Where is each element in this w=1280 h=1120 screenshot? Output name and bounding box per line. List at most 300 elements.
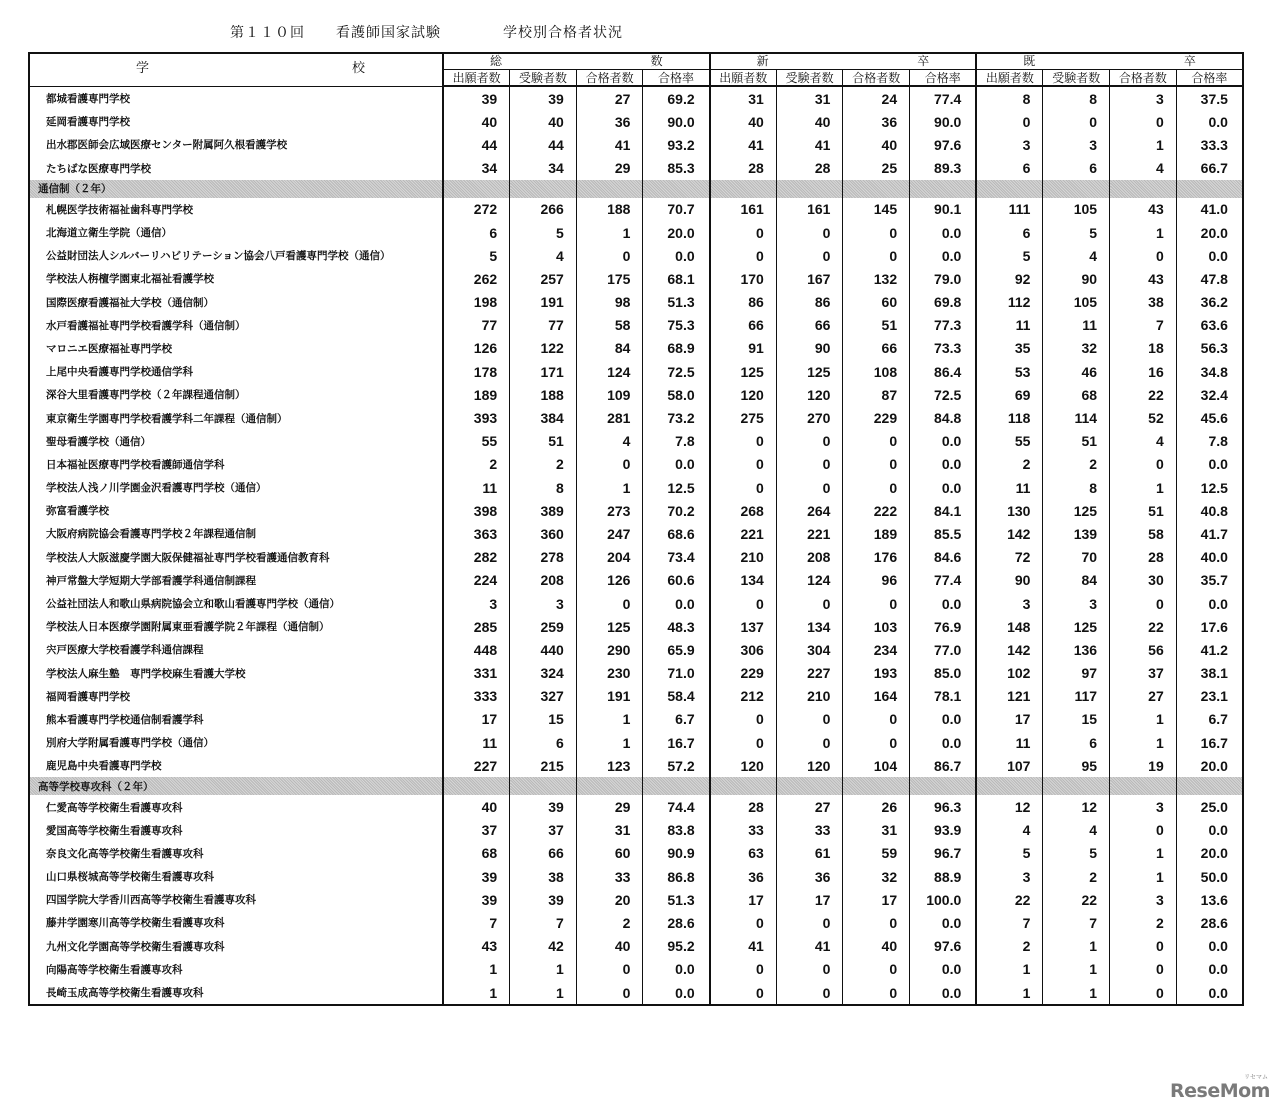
applicants-cell: 121 (976, 685, 1043, 708)
table-row (29, 221, 1243, 244)
group-label-left: 新 (756, 54, 769, 68)
pass-rate-cell: 66.7 (1176, 157, 1243, 180)
examinees-cell: 6 (1043, 731, 1110, 754)
pass-rate-cell: 20.0 (1176, 842, 1243, 865)
table-row (29, 383, 1243, 406)
school-name: 長崎玉成高等学校衛生看護専攻科 (46, 987, 204, 1000)
applicants-cell: 107 (976, 754, 1043, 777)
passers-cell: 191 (576, 685, 643, 708)
pass-rate-cell: 0.0 (643, 244, 710, 267)
pass-rate-cell: 85.0 (910, 662, 977, 685)
examinees-cell: 1 (1043, 935, 1110, 958)
section-fill-cell (510, 180, 577, 198)
passers-cell: 36 (576, 110, 643, 133)
examinees-cell: 117 (1043, 685, 1110, 708)
passers-cell: 18 (1110, 337, 1177, 360)
school-name: 愛国高等学校衛生看護専攻科 (46, 824, 183, 837)
pass-rate-cell: 65.9 (643, 638, 710, 661)
pass-rate-cell: 20.0 (643, 221, 710, 244)
examinees-cell: 42 (510, 935, 577, 958)
table-row (29, 198, 1243, 221)
school-name: 深谷大里看護専門学校（２年課程通信制） (46, 389, 246, 402)
pass-rate-cell: 68.1 (643, 267, 710, 290)
applicants-cell: 0 (710, 453, 777, 476)
passers-cell: 126 (576, 569, 643, 592)
applicants-cell: 142 (976, 522, 1043, 545)
logo-ruby: リセマム (1244, 1074, 1268, 1081)
applicants-cell: 31 (710, 86, 777, 110)
passers-cell: 40 (843, 133, 910, 156)
examinees-cell: 1 (510, 958, 577, 981)
pass-rate-cell: 41.2 (1176, 638, 1243, 661)
passers-cell: 16 (1110, 360, 1177, 383)
applicants-cell: 40 (443, 110, 510, 133)
passers-cell: 37 (1110, 662, 1177, 685)
applicants-cell: 275 (710, 406, 777, 429)
examinees-cell: 70 (1043, 546, 1110, 569)
passers-cell: 108 (843, 360, 910, 383)
school-name: 公益財団法人シルバーリハビリテーション協会八戸看護専門学校（通信） (46, 250, 391, 263)
pass-rate-cell: 45.6 (1176, 406, 1243, 429)
examinees-cell: 32 (1043, 337, 1110, 360)
applicants-cell: 212 (710, 685, 777, 708)
passers-cell: 176 (843, 546, 910, 569)
section-fill-cell (643, 180, 710, 198)
pass-rate-cell: 56.3 (1176, 337, 1243, 360)
table-row (29, 476, 1243, 499)
pass-rate-cell: 89.3 (910, 157, 977, 180)
group-header-new-grad (710, 53, 977, 70)
passers-cell: 60 (576, 842, 643, 865)
examinees-cell: 125 (776, 360, 843, 383)
examinees-cell: 270 (776, 406, 843, 429)
examinees-cell: 0 (776, 958, 843, 981)
pass-rate-cell: 73.2 (643, 406, 710, 429)
passers-cell: 19 (1110, 754, 1177, 777)
school-name: 奈良文化高等学校衛生看護専攻科 (46, 847, 204, 860)
section-fill-cell (443, 777, 510, 795)
pass-rate-cell: 0.0 (643, 453, 710, 476)
table-row (29, 133, 1243, 156)
applicants-cell: 34 (443, 157, 510, 180)
examinees-cell: 221 (776, 522, 843, 545)
group-label-right: 数 (650, 54, 663, 68)
passers-cell: 1 (1110, 708, 1177, 731)
examinees-cell: 384 (510, 406, 577, 429)
examinees-cell: 39 (510, 86, 577, 110)
examinees-cell: 12 (1043, 795, 1110, 818)
applicants-cell: 92 (976, 267, 1043, 290)
examinees-cell: 0 (776, 592, 843, 615)
school-name: 学校法人大阪滋慶学園大阪保健福祉専門学校看護通信教育科 (46, 551, 330, 564)
applicants-cell: 17 (710, 888, 777, 911)
column-header: 出願者数 (710, 70, 777, 87)
examinees-cell: 264 (776, 499, 843, 522)
passers-cell: 1 (1110, 133, 1177, 156)
passers-cell: 32 (843, 865, 910, 888)
pass-rate-cell: 0.0 (910, 221, 977, 244)
school-name: 学校法人栴檀学園東北福祉看護学校 (46, 273, 214, 286)
passers-cell: 51 (843, 314, 910, 337)
passers-cell: 58 (1110, 522, 1177, 545)
pass-rate-cell: 34.8 (1176, 360, 1243, 383)
examinees-cell: 0 (776, 981, 843, 1005)
examinees-cell: 0 (776, 430, 843, 453)
passers-cell: 22 (1110, 383, 1177, 406)
examinees-cell: 389 (510, 499, 577, 522)
applicants-cell: 102 (976, 662, 1043, 685)
passers-cell: 104 (843, 754, 910, 777)
school-name: 水戸看護福祉専門学校看護学科（通信制） (46, 319, 246, 332)
passers-cell: 84 (576, 337, 643, 360)
pass-rate-cell: 74.4 (643, 795, 710, 818)
examinees-cell: 120 (776, 383, 843, 406)
examinees-cell: 4 (510, 244, 577, 267)
examinees-cell: 0 (776, 708, 843, 731)
passers-cell: 58 (576, 314, 643, 337)
section-fill-cell (776, 777, 843, 795)
school-header-right: 校 (352, 60, 366, 76)
applicants-cell: 12 (976, 795, 1043, 818)
pass-rate-cell: 7.8 (1176, 430, 1243, 453)
examinees-cell: 66 (776, 314, 843, 337)
applicants-cell: 22 (976, 888, 1043, 911)
examinees-cell: 3 (1043, 133, 1110, 156)
applicants-cell: 17 (976, 708, 1043, 731)
passers-cell: 31 (843, 819, 910, 842)
passers-cell: 1 (1110, 476, 1177, 499)
passers-cell: 22 (1110, 615, 1177, 638)
examinees-cell: 0 (776, 731, 843, 754)
examinees-cell: 34 (510, 157, 577, 180)
passers-cell: 29 (576, 795, 643, 818)
examinees-cell: 125 (1043, 499, 1110, 522)
passers-cell: 0 (843, 708, 910, 731)
passers-cell: 0 (843, 958, 910, 981)
examinees-cell: 0 (1043, 110, 1110, 133)
passers-cell: 26 (843, 795, 910, 818)
pass-rate-cell: 95.2 (643, 935, 710, 958)
applicants-cell: 5 (443, 244, 510, 267)
applicants-cell: 7 (976, 911, 1043, 934)
examinees-cell: 1 (510, 981, 577, 1005)
school-name: 聖母看護学校（通信） (46, 435, 151, 448)
table-row (29, 888, 1243, 911)
passers-cell: 20 (576, 888, 643, 911)
applicants-cell: 17 (443, 708, 510, 731)
examinees-cell: 4 (1043, 244, 1110, 267)
examinees-cell: 31 (776, 86, 843, 110)
passers-cell: 145 (843, 198, 910, 221)
section-fill-cell (510, 777, 577, 795)
examinees-cell: 27 (776, 795, 843, 818)
applicants-cell: 1 (976, 981, 1043, 1005)
applicants-cell: 40 (443, 795, 510, 818)
pass-rate-cell: 97.6 (910, 133, 977, 156)
section-fill-cell (1176, 180, 1243, 198)
examinees-cell: 41 (776, 133, 843, 156)
passers-cell: 66 (843, 337, 910, 360)
pass-rate-cell: 86.8 (643, 865, 710, 888)
applicants-cell: 7 (443, 911, 510, 934)
pass-rate-cell: 63.6 (1176, 314, 1243, 337)
examinees-cell: 139 (1043, 522, 1110, 545)
applicants-cell: 11 (976, 731, 1043, 754)
school-name: 学校法人麻生塾 専門学校麻生看護大学校 (46, 667, 246, 680)
applicants-cell: 210 (710, 546, 777, 569)
section-fill-cell (443, 180, 510, 198)
applicants-cell: 0 (710, 911, 777, 934)
applicants-cell: 91 (710, 337, 777, 360)
applicants-cell: 0 (710, 731, 777, 754)
passers-cell: 234 (843, 638, 910, 661)
applicants-cell: 3 (443, 592, 510, 615)
column-header: 出願者数 (976, 70, 1043, 87)
applicants-cell: 90 (976, 569, 1043, 592)
applicants-cell: 198 (443, 291, 510, 314)
section-label: 高等学校専攻科（２年） (29, 777, 443, 795)
school-name: マロニエ医療福祉専門学校 (46, 342, 172, 355)
passers-cell: 0 (843, 731, 910, 754)
passers-cell: 43 (1110, 267, 1177, 290)
pass-rate-cell: 13.6 (1176, 888, 1243, 911)
examinees-cell: 5 (510, 221, 577, 244)
column-header: 合格者数 (576, 70, 643, 87)
pass-rate-cell: 90.9 (643, 842, 710, 865)
applicants-cell: 333 (443, 685, 510, 708)
pass-rate-cell: 0.0 (1176, 958, 1243, 981)
passers-cell: 96 (843, 569, 910, 592)
section-fill-cell (976, 180, 1043, 198)
examinees-cell: 0 (776, 453, 843, 476)
applicants-cell: 0 (710, 708, 777, 731)
section-fill-cell (910, 777, 977, 795)
passers-cell: 1 (1110, 221, 1177, 244)
passers-cell: 124 (576, 360, 643, 383)
pass-rate-cell: 50.0 (1176, 865, 1243, 888)
passers-cell: 0 (843, 911, 910, 934)
section-fill-cell (976, 777, 1043, 795)
group-label-left: 既 (1023, 54, 1036, 68)
examinees-cell: 167 (776, 267, 843, 290)
passers-cell: 2 (1110, 911, 1177, 934)
pass-rate-cell: 0.0 (643, 981, 710, 1005)
table-row (29, 935, 1243, 958)
applicants-cell: 0 (710, 221, 777, 244)
examinees-cell: 44 (510, 133, 577, 156)
section-fill-cell (1043, 180, 1110, 198)
applicants-cell: 224 (443, 569, 510, 592)
examinees-cell: 36 (776, 865, 843, 888)
section-fill-cell (843, 777, 910, 795)
school-name: 藤井学園寒川高等学校衛生看護専攻科 (46, 917, 225, 930)
pass-rate-cell: 97.6 (910, 935, 977, 958)
applicants-cell: 0 (710, 592, 777, 615)
table-row (29, 499, 1243, 522)
table-row (29, 865, 1243, 888)
pass-rate-cell: 86.7 (910, 754, 977, 777)
passers-cell: 204 (576, 546, 643, 569)
exam-name: 看護師国家試験 (336, 25, 441, 41)
examinees-cell: 2 (1043, 453, 1110, 476)
school-name: 大阪府病院協会看護専門学校２年課程通信制 (46, 528, 256, 541)
pass-rate-cell: 0.0 (910, 476, 977, 499)
applicants-cell: 272 (443, 198, 510, 221)
pass-rate-cell: 0.0 (910, 708, 977, 731)
column-header: 受験者数 (510, 70, 577, 87)
section-row (29, 180, 1243, 198)
school-name: 別府大学附属看護専門学校（通信） (46, 737, 214, 750)
examinees-cell: 266 (510, 198, 577, 221)
pass-rate-cell: 6.7 (1176, 708, 1243, 731)
passers-cell: 290 (576, 638, 643, 661)
passers-cell: 103 (843, 615, 910, 638)
applicants-cell: 120 (710, 383, 777, 406)
pass-rate-cell: 83.8 (643, 819, 710, 842)
applicants-cell: 6 (976, 221, 1043, 244)
pass-rate-cell: 85.3 (643, 157, 710, 180)
passers-cell: 0 (1110, 819, 1177, 842)
group-label-right: 卒 (917, 54, 930, 68)
pass-rate-cell: 32.4 (1176, 383, 1243, 406)
group-header-previous-grad (976, 53, 1243, 70)
applicants-cell: 118 (976, 406, 1043, 429)
examinees-cell: 33 (776, 819, 843, 842)
passers-cell: 0 (843, 981, 910, 1005)
applicants-cell: 2 (976, 935, 1043, 958)
pass-rate-cell: 75.3 (643, 314, 710, 337)
table-row (29, 86, 1243, 110)
passers-cell: 98 (576, 291, 643, 314)
examinees-cell: 97 (1043, 662, 1110, 685)
applicants-cell: 3 (976, 592, 1043, 615)
section-fill-cell (843, 180, 910, 198)
column-header: 出願者数 (443, 70, 510, 87)
applicants-cell: 137 (710, 615, 777, 638)
passers-cell: 0 (576, 981, 643, 1005)
applicants-cell: 68 (443, 842, 510, 865)
examinees-cell: 8 (1043, 476, 1110, 499)
section-fill-cell (710, 180, 777, 198)
section-fill-cell (643, 777, 710, 795)
examinees-cell: 278 (510, 546, 577, 569)
passers-cell: 0 (843, 476, 910, 499)
pass-rate-cell: 48.3 (643, 615, 710, 638)
column-header: 合格者数 (843, 70, 910, 87)
applicants-cell: 1 (443, 958, 510, 981)
school-name: 九州文化学園高等学校衛生看護専攻科 (46, 940, 225, 953)
applicants-cell: 448 (443, 638, 510, 661)
applicants-cell: 142 (976, 638, 1043, 661)
passers-cell: 281 (576, 406, 643, 429)
school-name: 四国学院大学香川西高等学校衛生看護専攻科 (46, 894, 256, 907)
pass-rate-cell: 0.0 (1176, 981, 1243, 1005)
school-name: 仁愛高等学校衛生看護専攻科 (46, 801, 183, 814)
passers-cell: 0 (1110, 981, 1177, 1005)
applicants-cell: 227 (443, 754, 510, 777)
pass-rate-cell: 58.4 (643, 685, 710, 708)
examinees-cell: 15 (510, 708, 577, 731)
pass-rate-cell: 90.0 (910, 110, 977, 133)
examinees-cell: 90 (776, 337, 843, 360)
passers-cell: 0 (843, 453, 910, 476)
pass-rate-cell: 0.0 (910, 244, 977, 267)
applicants-cell: 1 (443, 981, 510, 1005)
examinees-cell: 105 (1043, 198, 1110, 221)
applicants-cell: 6 (443, 221, 510, 244)
passers-cell: 31 (576, 819, 643, 842)
applicants-cell: 125 (710, 360, 777, 383)
pass-rate-cell: 77.4 (910, 86, 977, 110)
passers-cell: 1 (576, 708, 643, 731)
examinees-cell: 51 (510, 430, 577, 453)
examinees-cell: 0 (776, 244, 843, 267)
examinees-cell: 208 (776, 546, 843, 569)
examinees-cell: 37 (510, 819, 577, 842)
applicants-cell: 0 (710, 958, 777, 981)
examinees-cell: 41 (776, 935, 843, 958)
pass-rate-cell: 0.0 (643, 592, 710, 615)
pass-rate-cell: 77.4 (910, 569, 977, 592)
pass-rate-cell: 60.6 (643, 569, 710, 592)
pass-rate-cell: 78.1 (910, 685, 977, 708)
applicants-cell: 363 (443, 522, 510, 545)
pass-rate-cell: 57.2 (643, 754, 710, 777)
column-header: 合格率 (643, 70, 710, 87)
applicants-cell: 229 (710, 662, 777, 685)
pass-rate-cell: 40.0 (1176, 546, 1243, 569)
examinees-cell: 84 (1043, 569, 1110, 592)
pass-rate-cell: 0.0 (643, 958, 710, 981)
passers-cell: 229 (843, 406, 910, 429)
examinees-cell: 105 (1043, 291, 1110, 314)
applicants-cell: 41 (710, 935, 777, 958)
column-header: 合格者数 (1110, 70, 1177, 87)
examinees-cell: 161 (776, 198, 843, 221)
applicants-cell: 393 (443, 406, 510, 429)
passers-cell: 38 (1110, 291, 1177, 314)
examinees-cell: 304 (776, 638, 843, 661)
results-table (28, 52, 1244, 1006)
table-row (29, 406, 1243, 429)
examinees-cell: 66 (510, 842, 577, 865)
applicants-cell: 398 (443, 499, 510, 522)
passers-cell: 0 (843, 221, 910, 244)
pass-rate-cell: 73.4 (643, 546, 710, 569)
examinees-cell: 11 (1043, 314, 1110, 337)
passers-cell: 0 (1110, 592, 1177, 615)
examinees-cell: 227 (776, 662, 843, 685)
examinees-cell: 40 (776, 110, 843, 133)
applicants-cell: 306 (710, 638, 777, 661)
applicants-cell: 282 (443, 546, 510, 569)
passers-cell: 0 (576, 244, 643, 267)
passers-cell: 30 (1110, 569, 1177, 592)
applicants-cell: 6 (976, 157, 1043, 180)
applicants-cell: 39 (443, 865, 510, 888)
pass-rate-cell: 96.7 (910, 842, 977, 865)
examinees-cell: 259 (510, 615, 577, 638)
group-header-total (443, 53, 710, 70)
pass-rate-cell: 72.5 (643, 360, 710, 383)
applicants-cell: 178 (443, 360, 510, 383)
applicants-cell: 161 (710, 198, 777, 221)
examinees-cell: 124 (776, 569, 843, 592)
examinees-cell: 440 (510, 638, 577, 661)
section-fill-cell (1110, 180, 1177, 198)
passers-cell: 43 (1110, 198, 1177, 221)
examinees-cell: 122 (510, 337, 577, 360)
